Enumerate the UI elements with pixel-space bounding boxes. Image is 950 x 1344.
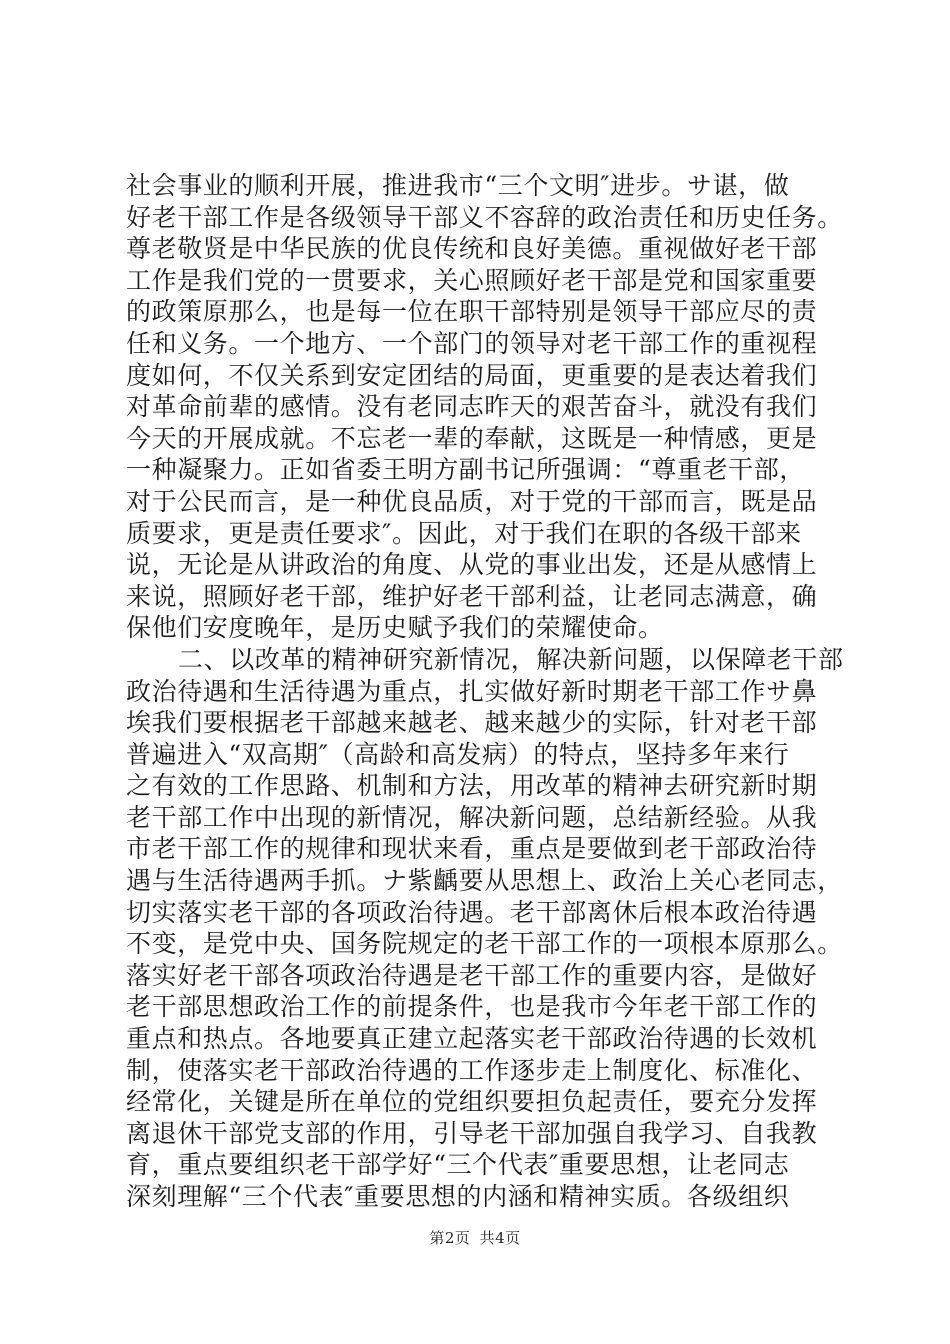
- text-line: 切实落实老干部的各项政治待遇。老干部离休后根本政治待遇: [126, 897, 818, 927]
- text-line: 对革命前辈的感情。没有老同志昨天的艰苦奋斗，就没有我们: [126, 392, 818, 422]
- text-line: 一种凝聚力。正如省委王明方副书记所强调：“尊重老干部，: [126, 455, 805, 485]
- text-line: 来说，照顾好老干部，维护好老干部利益，让老同志满意，确: [126, 581, 818, 611]
- page-footer: [0, 1227, 950, 1248]
- text-line: 保他们安度晚年，是历史赋予我们的荣耀使命。: [126, 613, 664, 643]
- text-line: 政治待遇和生活待遇为重点，扎实做好新时期老干部工作サ鼻: [126, 676, 818, 706]
- page-total: 共4页: [479, 1229, 521, 1247]
- text-line: 普遍进入“双高期″（高龄和高发病）的特点，坚持多年来行: [126, 739, 790, 769]
- text-line: 的政策原那么，也是每一位在职干部特别是领导干部应尽的责: [126, 297, 818, 327]
- text-line: 之有效的工作思路、机制和方法，用改革的精神去研究新时期: [126, 771, 818, 801]
- text-line: 度如何，不仅关系到安定团结的局面，更重要的是表达着我们: [126, 360, 818, 390]
- text-line: 遇与生活待遇两手抓。ナ紫齲要从思想上、政治上关心老同志，: [126, 866, 843, 896]
- text-line: 任和义务。一个地方、一个部门的领导对老干部工作的重视程: [126, 328, 818, 358]
- text-line: 质要求，更是责任要求″。因此，对于我们在职的各级干部来: [126, 518, 802, 548]
- text-line: 市老干部工作的规律和现状来看，重点是要做到老干部政治待: [126, 834, 818, 864]
- text-line: 埃我们要根据老干部越来越老、越来越少的实际，针对老干部: [126, 708, 818, 738]
- body-text: [126, 170, 844, 1213]
- text-line: 老干部思想政治工作的前提条件，也是我市今年老干部工作的: [126, 992, 818, 1022]
- text-line: 好老干部工作是各级领导干部义不容辞的政治责任和历史任务。: [126, 202, 843, 232]
- text-line: 工作是我们党的一贯要求，关心照顾好老干部是党和国家重要: [126, 265, 818, 295]
- text-line: 今天的开展成就。不忘老一辈的奉献，这既是一种情感，更是: [126, 423, 818, 453]
- text-line: 社会事业的顺利开展，推进我市“三个文明″进步。サ谌，做: [126, 171, 790, 200]
- text-line: 尊老敬贤是中华民族的优良传统和良好美德。重视做好老干部: [126, 234, 818, 264]
- text-line: 老干部工作中出现的新情况，解决新问题，总结新经验。从我: [126, 802, 818, 832]
- text-line: 对于公民而言，是一种优良品质，对于党的干部而言，既是品: [126, 486, 818, 516]
- text-line: 经常化，关键是所在单位的党组织要担负起责任，要充分发挥: [126, 1087, 818, 1117]
- page-number: 第2页: [429, 1229, 471, 1247]
- text-line: 说，无论是从讲政治的角度、从党的事业出发，还是从感情上: [126, 550, 818, 580]
- text-line: 深刻理解“三个代表″重要思想的内涵和精神实质。各级组织: [126, 1182, 790, 1211]
- text-line: 二、以改革的精神研究新情况，解决新问题，以保障老干部: [178, 644, 844, 674]
- text-line: 育，重点要组织老干部学好“三个代表″重要思想，让老同志: [126, 1150, 790, 1180]
- text-line: 落实好老干部各项政治待遇是老干部工作的重要内容，是做好: [126, 960, 818, 990]
- text-line: 重点和热点。各地要真正建立起落实老干部政治待遇的长效机: [126, 1024, 818, 1054]
- text-line: 不变，是党中央、国务院规定的老干部工作的一项根本原那么。: [126, 929, 843, 959]
- text-line: 离退休干部党支部的作用，引导老干部加强自我学习、自我教: [126, 1118, 818, 1148]
- text-line: 制，使落实老干部政治待遇的工作逐步走上制度化、标准化、: [126, 1055, 818, 1085]
